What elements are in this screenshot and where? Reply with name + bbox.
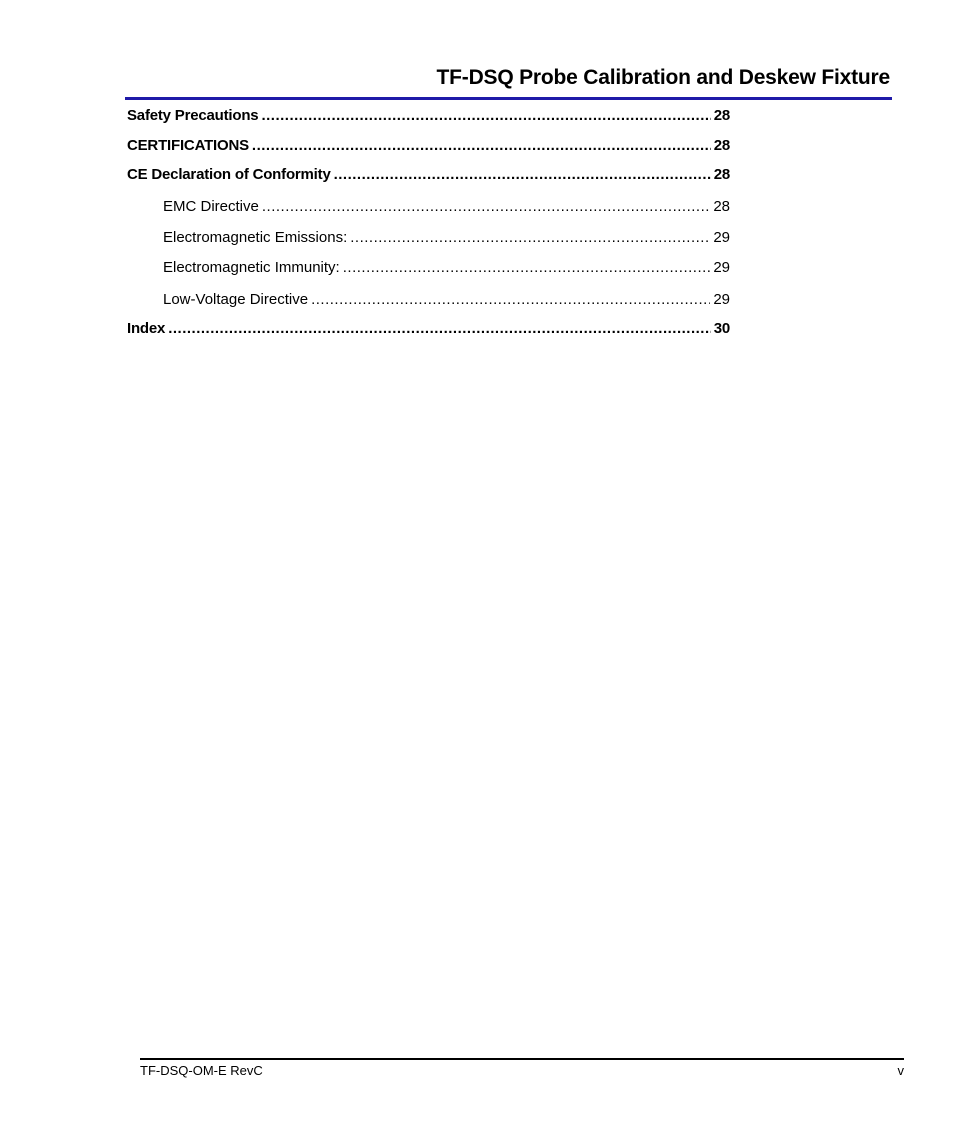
toc-entry-label: Index: [127, 320, 166, 337]
toc-page-number: 30: [713, 320, 730, 337]
toc-page-number: 28: [713, 137, 730, 154]
toc-entry-label: CERTIFICATIONS: [127, 137, 249, 154]
toc-entry-electromagnetic-emissions[interactable]: [163, 229, 730, 247]
header-rule: [125, 97, 892, 100]
toc-page-number: 28: [713, 198, 730, 215]
toc-dot-leader: [343, 259, 711, 277]
footer-document-id: TF-DSQ-OM-E RevC: [140, 1063, 263, 1078]
toc-entry-certifications[interactable]: [127, 137, 730, 155]
toc-page-number: 29: [713, 259, 730, 276]
toc-dot-leader: [168, 320, 711, 338]
toc-dot-leader: [350, 229, 710, 247]
toc-entry-label: Safety Precautions: [127, 107, 259, 124]
toc-dot-leader: [334, 166, 711, 184]
toc-page-number: 29: [713, 291, 730, 308]
toc-entry-index[interactable]: [127, 320, 730, 338]
toc-entry-ce-declaration[interactable]: [127, 166, 730, 184]
toc-dot-leader: [311, 291, 710, 309]
document-title: TF-DSQ Probe Calibration and Deskew Fixture: [436, 66, 890, 89]
toc-entry-emc-directive[interactable]: [163, 198, 730, 216]
toc-entry-safety-precautions[interactable]: [127, 107, 730, 125]
footer-page-number: v: [897, 1063, 904, 1078]
toc-entry-label: Low-Voltage Directive: [163, 291, 309, 308]
toc-entry-label: CE Declaration of Conformity: [127, 166, 331, 183]
toc-entry-electromagnetic-immunity[interactable]: [163, 259, 730, 277]
toc-dot-leader: [261, 107, 710, 125]
toc-entry-low-voltage-directive[interactable]: [163, 291, 730, 309]
toc-entry-label: EMC Directive: [163, 198, 259, 215]
toc-page-number: 29: [713, 229, 730, 246]
toc-page-number: 28: [713, 107, 730, 124]
toc-page-number: 28: [713, 166, 730, 183]
toc-dot-leader: [262, 198, 710, 216]
footer-rule: [140, 1058, 904, 1060]
toc-entry-label: Electromagnetic Emissions:: [163, 229, 348, 246]
toc-dot-leader: [252, 137, 711, 155]
toc-entry-label: Electromagnetic Immunity:: [163, 259, 340, 276]
